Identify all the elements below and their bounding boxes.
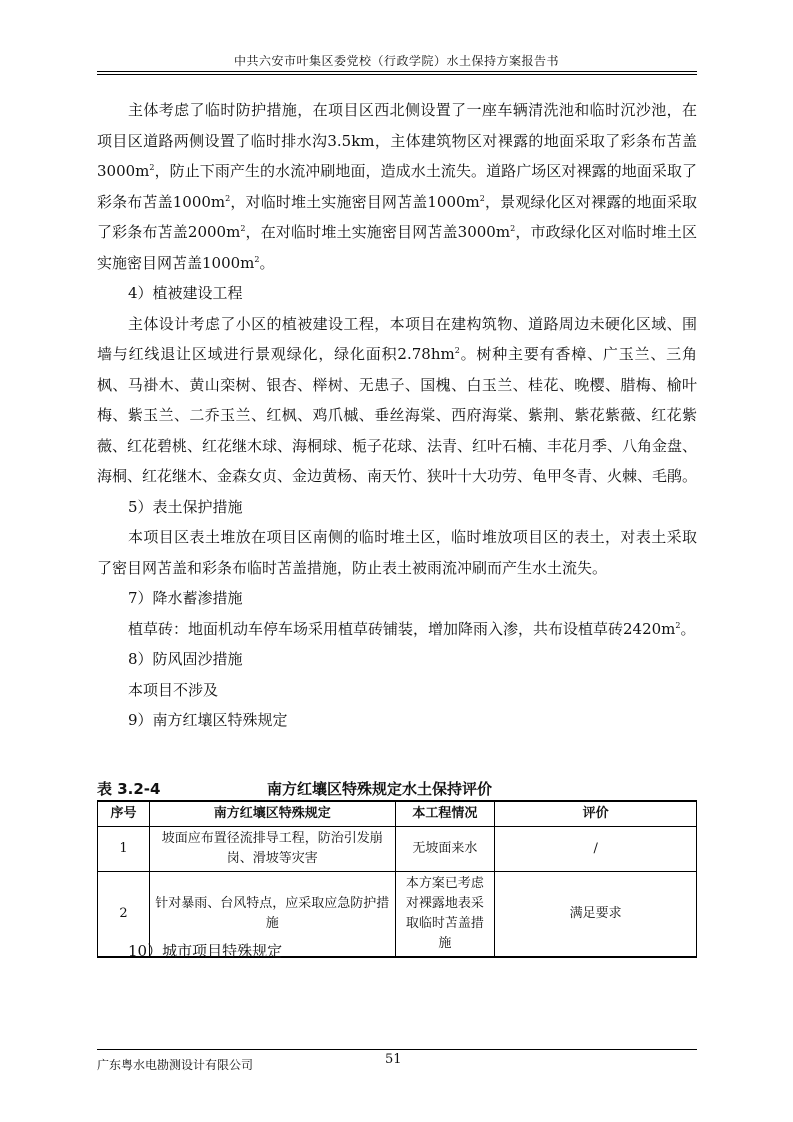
header-divider-thin bbox=[97, 74, 697, 75]
paragraph-vegetation: 主体设计考虑了小区的植被建设工程，本项目在建构筑物、道路周边未硬化区域、围墙与红线退让区域进行景观绿化，绿化面积$2.78hm^2$。树种主要有香樟、广玉兰、三角枫、马褂木、黄山栾树、银杏、榉树、无患子、国槐、白玉兰、桂花、晚樱、腊梅、榆叶梅、紫玉兰、二乔玉兰、红枫、鸡爪槭、垂丝海棠、西府海棠、紫荆、紫花紫薇、红花紫薇、红花碧桃、红花继木球、海桐球、栀子花球、法青、红叶石楠、丰花月季、八角金盘、海桐、红花继木、金森女贞、金边黄杨、南天竹、狭叶十大功劳、龟甲冬青、火棘、毛鹃。 bbox=[97, 314, 698, 485]
table-cell: 2 bbox=[98, 872, 150, 958]
heading-city-project: 10）城市项目特殊规定 bbox=[128, 942, 283, 960]
table-header-cell: 南方红壤区特殊规定 bbox=[149, 801, 395, 827]
table-header-cell: 序号 bbox=[98, 801, 150, 827]
table-cell: 坡面应布置径流排导工程，防治引发崩岗、滑坡等灾害 bbox=[149, 827, 395, 872]
table-header-row bbox=[98, 801, 697, 827]
heading-vegetation: 4）植被建设工程 bbox=[128, 284, 243, 302]
paragraph-infiltration: 植草砖：地面机动车停车场采用植草砖铺装，增加降雨入渗，共布设植草砖$2420m^2$。 bbox=[128, 619, 696, 638]
heading-red-soil: 9）南方红壤区特殊规定 bbox=[128, 711, 288, 729]
heading-windbreak: 8）防风固沙措施 bbox=[128, 650, 243, 668]
table-number: 表 3.2-4 bbox=[97, 780, 161, 798]
evaluation-table bbox=[97, 800, 697, 958]
header-divider bbox=[97, 71, 697, 72]
footer-divider bbox=[97, 1049, 697, 1050]
table-cell: / bbox=[495, 827, 697, 872]
table-cell: 无坡面来水 bbox=[395, 827, 495, 872]
table-cell: 1 bbox=[98, 827, 150, 872]
table-row bbox=[98, 827, 697, 872]
header-title: 中共六安市叶集区委党校（行政学院）水土保持方案报告书 bbox=[233, 54, 559, 68]
table-header-cell: 评价 bbox=[495, 801, 697, 827]
table-cell: 满足要求 bbox=[495, 872, 697, 958]
table-caption bbox=[97, 778, 697, 799]
table-title: 南方红壤区特殊规定水土保持评价 bbox=[267, 780, 493, 798]
footer-company: 广东粤水电勘测设计有限公司 bbox=[97, 1058, 254, 1072]
heading-topsoil: 5）表土保护措施 bbox=[128, 497, 243, 516]
heading-infiltration: 7）降水蓄渗措施 bbox=[128, 589, 243, 607]
paragraph-topsoil: 本项目区表土堆放在项目区南侧的临时堆土区，临时堆放项目区的表土，对表土采取了密目网苫盖和彩条布临时苫盖措施，防止表土被雨流冲刷而产生水土流失。 bbox=[97, 528, 697, 577]
table-cell: 本方案已考虑对裸露地表采取临时苫盖措施 bbox=[395, 872, 495, 958]
body-text bbox=[97, 95, 697, 736]
table-cell: 针对暴雨、台风特点，应采取应急防护措施 bbox=[149, 872, 395, 958]
page-number: 51 bbox=[385, 1052, 402, 1067]
paragraph-windbreak: 本项目不涉及 bbox=[128, 680, 219, 699]
table-header-cell: 本工程情况 bbox=[395, 801, 495, 827]
paragraph-temporary-protection: 主体考虑了临时防护措施，在项目区西北侧设置了一座车辆清洗池和临时沉沙池，在项目区道路两侧设置了临时排水沟3.5km，主体建筑物区对裸露的地面采取了彩条布苫盖$3000m^2$，防止下雨产生的水流冲刷地面，造成水土流失。道路广场区对裸露的地面采取了彩条布苫盖$1000m^2$，对临时堆土实施密目网苫盖$1000m^2$，景观绿化区对裸露的地面采取了彩条布苫盖$2000m^2$，在对临时堆土实施密目网苫盖$3000m^2$，市政绿化区对临时堆土区实施密目网苫盖$1000m^2$。 bbox=[97, 101, 697, 272]
